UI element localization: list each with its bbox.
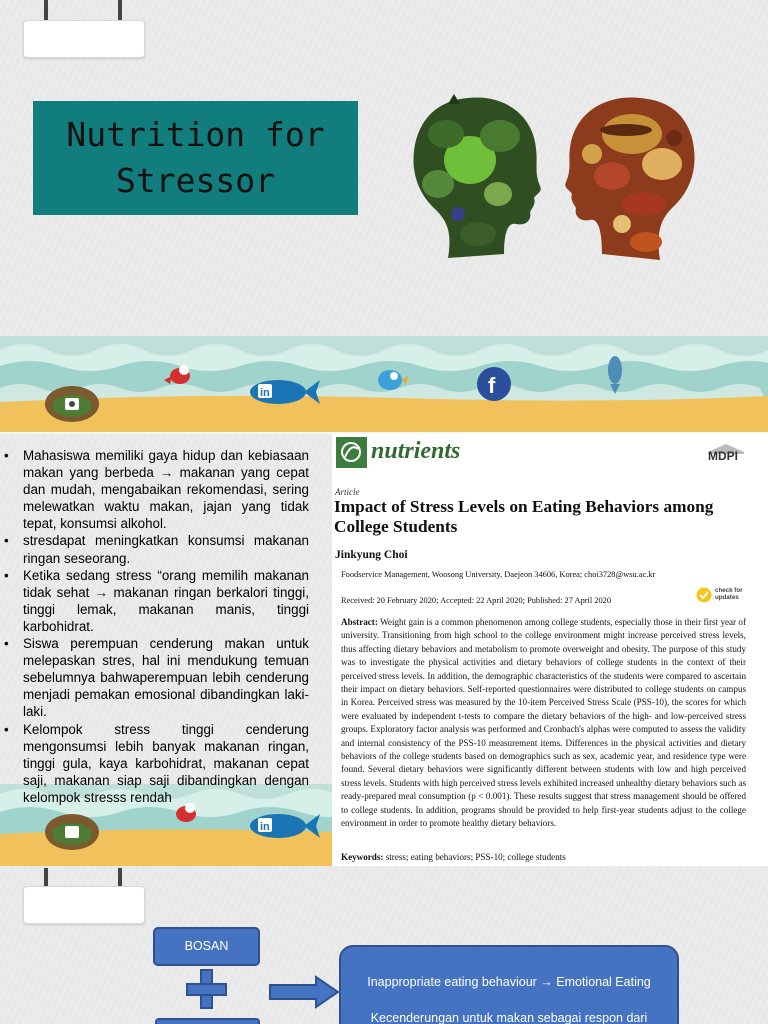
svg-text:f: f (488, 373, 496, 398)
article-label: Article (335, 487, 360, 497)
hanging-sign (23, 20, 145, 58)
sign-string-left (44, 0, 48, 22)
check-updates-icon (696, 587, 712, 603)
clam-sticker-icon (44, 806, 100, 857)
bullet-item: • Kelompok stress tinggi cenderung mengonsumsi lebih banyak makanan ringan, tinggi gula, kaya karbohidrat, makanan cepat saji, makanan siap saji dibandingkan dengan kelompok stresss rendah (4, 721, 309, 806)
bullet-list (4, 447, 309, 806)
clam-sticker-icon (44, 378, 100, 429)
abstract-label: Abstract: (341, 617, 378, 627)
paper-affiliation: Foodservice Management, Woosong University, Daejeon 34606, Korea; choi3728@wsu.ac.kr (341, 570, 656, 579)
svg-text:in: in (260, 387, 270, 399)
keywords-label: Keywords: (341, 852, 384, 862)
bullet-item: • Mahasiswa memiliki gaya hidup dan kebiasaan makan yang berbeda → makanan yang cepat dan mudah, mengabaikan rekomendasi, sering melewatkan waktu makan, jajan yang tidak tepat, konsumsi alkohol. (4, 447, 309, 532)
paper-excerpt (332, 434, 768, 866)
bullet-item: • stresdapat meningkatkan konsumsi makanan ringan seseorang. (4, 532, 309, 566)
twitter-bird-icon (372, 364, 408, 399)
journal-name: nutrients (371, 438, 461, 464)
keywords-text: stress; eating behaviors; PSS-10; college students (385, 852, 566, 862)
vegetable-head-image (408, 94, 543, 264)
paper-author: Jinkyung Choi (335, 549, 408, 561)
paper-abstract (341, 616, 746, 831)
linkedin-whale-icon (248, 806, 320, 845)
hanging-sign (23, 886, 145, 924)
flow-line-2: Kecenderungan untuk makan sebagai respon dari (370, 1011, 648, 1024)
journal-logo-icon (336, 437, 367, 468)
slide-title (33, 101, 358, 215)
eating-behaviour-box (339, 945, 679, 1024)
beach-banner (0, 336, 768, 434)
bullet-item: • Ketika sedang stress “orang memilih makanan tidak sehat → makanan ringan berkalori tinggi, tinggi lemak, makanan manis, tinggi karbohidrat. (4, 567, 309, 635)
check-updates-label: check for updates (715, 587, 743, 601)
paper-keywords (341, 852, 746, 862)
plus-sign-center (202, 985, 211, 994)
junk-food-head-image (562, 94, 697, 264)
facebook-ball-icon (476, 366, 512, 407)
bird-sticker-icon (162, 360, 194, 393)
publisher-name: MDPI (708, 449, 738, 463)
fish-sticker-icon (604, 354, 626, 399)
linkedin-whale-icon (248, 372, 320, 411)
bosan-label: BOSAN (184, 939, 229, 953)
paper-title: Impact of Stress Levels on Eating Behaviors among College Students (334, 497, 714, 536)
right-arrow-icon (268, 975, 340, 1009)
flow-line-1: Inappropriate eating behaviour → Emotional Eating (367, 975, 651, 989)
paper-dates: Received: 20 February 2020; Accepted: 22 April 2020; Published: 27 April 2020 (341, 596, 612, 605)
second-box-partial (155, 1018, 260, 1024)
sign-string-right (118, 0, 122, 22)
bosan-box (153, 927, 260, 966)
slide-title-text: Nutrition for Stressor (66, 115, 325, 200)
svg-text:in: in (260, 821, 270, 833)
abstract-text: Weight gain is a common phenomenon among college students, especially those in their first year of university. Transitioning from high school to the college environment might increase perceived stress levels, thus affecting dietary behaviors and metabolism to promote overweight and obesity. The purpose of this study was to investigate the physical activities and dietary behaviors of college students in the context of their perceived stress levels. In addition, the demographic characteristics of the students were compared to ascertain their impact on dietary behaviors. Self-reported questionnaires were distributed to college students on campus in Korea. Perceived stress was measured by the 10-item Perceived Stress Scale (PSS-10), the scores for which were evaluated by independent t-tests to compare the dietary behaviors of the high- and low-perceived stress groups. Exploratory factor analysis was performed and Cronbach's alphas were computed to assess the validity and internal consistency of the PSS-10 measurement items. Differences in the physical activities and dietary behaviors of the college students based on demographics such as sex, academic year, and residence type were found. Several dietary behaviors were significantly different between students with low and high perceived stress levels. Students with high perceived stress levels exhibited increased unhealthy dietary behaviors such as ready-prepared meal consumption (p < 0.001). These results suggest that stress management should be offered to college students. In addition, programs should be provided to help first-year students adjust to the college environment in order to promote healthy dietary behaviors. (341, 617, 747, 829)
bullet-item: • Siswa perempuan cenderung makan untuk melepaskan stres, hal ini mendukung temuan sebelumnya bahwaperempuan lebih cenderung menjadi pemakan emosional dibandingkan laki-laki. (4, 635, 309, 720)
